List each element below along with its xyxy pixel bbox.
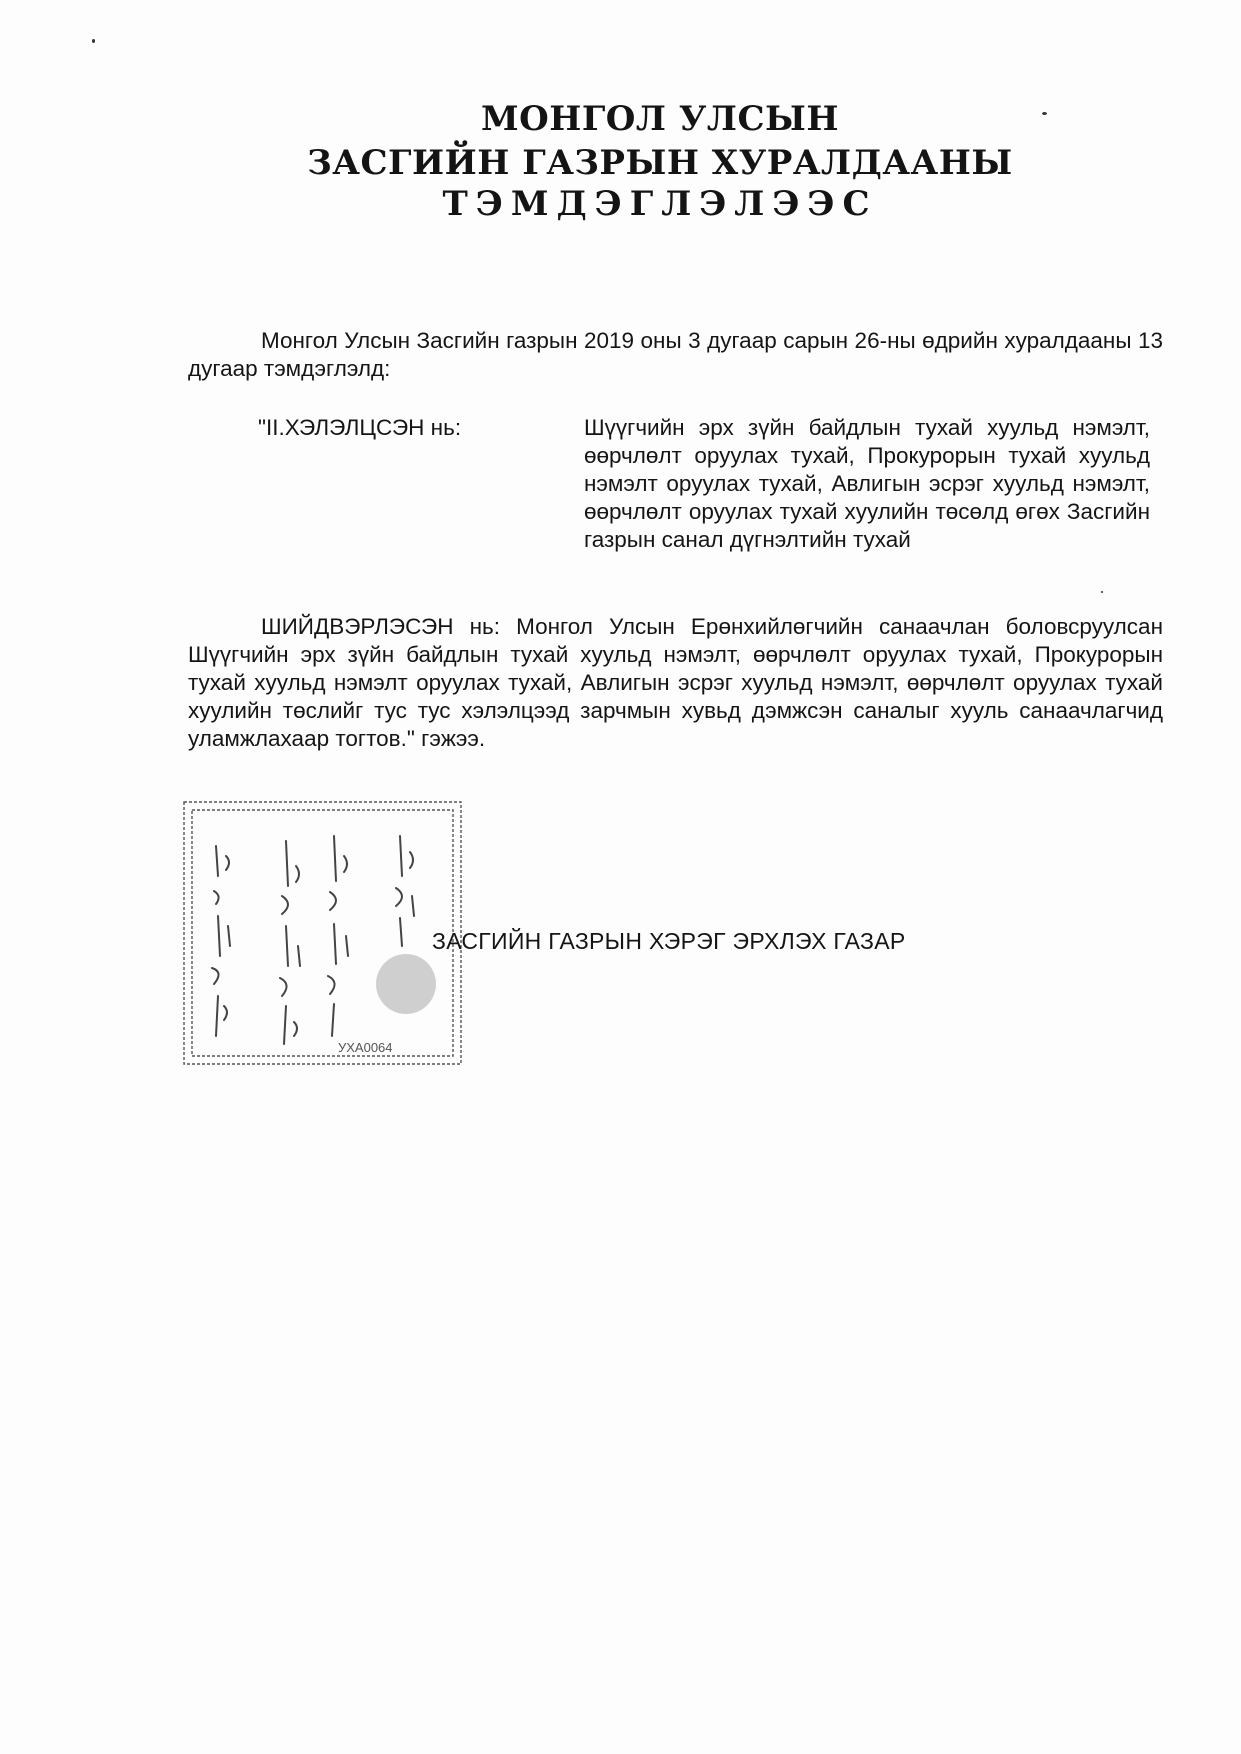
signatory: ЗАСГИЙН ГАЗРЫН ХЭРЭГ ЭРХЛЭХ ГАЗАР bbox=[432, 928, 906, 954]
official-stamp bbox=[178, 796, 467, 1070]
decision-text: ШИЙДВЭРЛЭСЭН нь: Монгол Улсын Ерөнхийлөгчийн санаачлан боловсруулсан Шүүгчийн эрх зүйн байдлын тухай хуульд нэмэлт, өөрчлөлт оруулах тухай, Прокурорын тухай хуульд нэмэлт оруулах тухай, Авлигын эсрэг хуульд нэмэлт, өөрчлөлт оруулах тухай хуулийн төслийг тус тус хэлэлцээд зарчмын хувьд дэмжсэн саналыг хууль санаачлагчид уламжлахаар тогтов." гэжээ. bbox=[188, 614, 1163, 751]
decision-paragraph bbox=[188, 613, 1163, 753]
scan-speck bbox=[1101, 591, 1103, 593]
intro-paragraph bbox=[188, 327, 1163, 383]
intro-text: Монгол Улсын Засгийн газрын 2019 оны 3 дугаар сарын 26-ны өдрийн хуралдааны 13 дугаар тэмдэглэлд: bbox=[188, 328, 1163, 381]
agenda-text: Шүүгчийн эрх зүйн байдлын тухай хуульд нэмэлт, өөрчлөлт оруулах тухай, Прокурорын тухай хуульд нэмэлт оруулах тухай, Авлигын эсрэг хуульд нэмэлт, өөрчлөлт оруулах тухай хуулийн төсөлд өгөх Засгийн газрын санал дүгнэлтийн тухай bbox=[584, 415, 1150, 552]
header-line-3: ТЭМДЭГЛЭЛЭЭС bbox=[442, 184, 878, 224]
stamp-code: УХА0064 bbox=[338, 1040, 393, 1055]
header-line-2: ЗАСГИЙН ГАЗРЫН ХУРАЛДААНЫ bbox=[307, 143, 1013, 183]
scan-speck bbox=[92, 39, 95, 43]
agenda-label: "II.ХЭЛЭЛЦСЭН нь: bbox=[258, 415, 462, 440]
header-line-1: МОНГОЛ УЛСЫН bbox=[480, 99, 840, 139]
